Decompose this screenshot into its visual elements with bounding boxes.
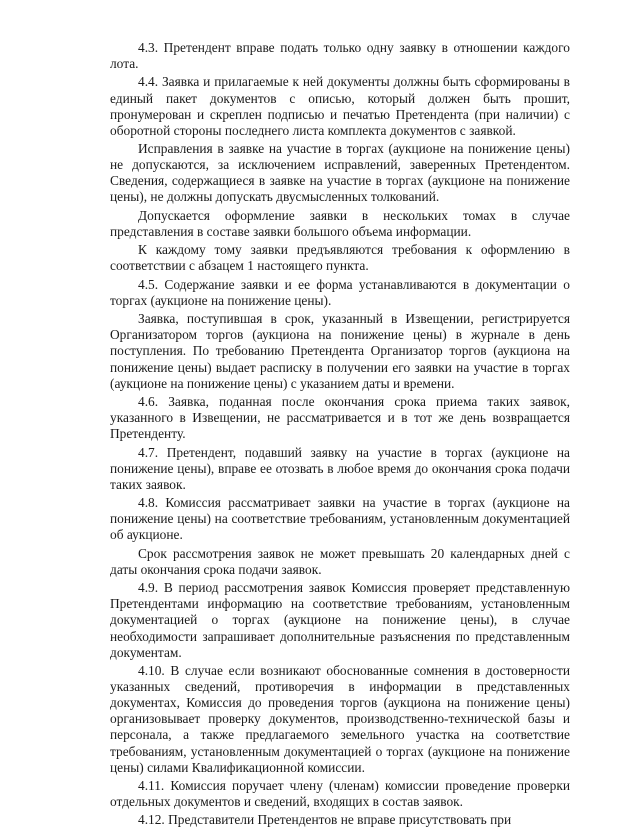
paragraph-4-3: 4.3. Претендент вправе подать только одну заявку в отношении каждого лота. xyxy=(110,40,570,72)
paragraph-4-8: 4.8. Комиссия рассматривает заявки на участие в торгах (аукционе на понижение цены) на соответствие требованиям, установленным документацией об аукционе. xyxy=(110,495,570,543)
paragraph-4-4: 4.4. Заявка и прилагаемые к ней документы должны быть сформированы в единый пакет документов с описью, который должен быть прошит, пронумерован и скреплен подписью и печатью Претендента (при наличии) с оборотной стороны последнего листа комплекта документов с заявкой. xyxy=(110,74,570,138)
paragraph-4-12: 4.12. Представители Претендентов не вправе присутствовать при xyxy=(138,812,512,828)
paragraph-review-period: Срок рассмотрения заявок не может превышать 20 календарных дней с даты окончания срока подачи заявок. xyxy=(110,545,570,577)
paragraph-4-10: 4.10. В случае если возникают обоснованные сомнения в достоверности указанных сведений, противоречия в информации в представленных документах, Комиссия до проведения торгов (аукциона на понижение цены) организовывает проверку документов, производственно-технической базы и персонала, а также предлагаемого земельного участка на соответствие требованиям, установленным документацией о торгах (аукционе на понижение цены) силами Квалификационной комиссии. xyxy=(110,663,570,775)
paragraph-4-5: 4.5. Содержание заявки и ее форма устанавливаются в документации о торгах (аукционе на понижение цены). xyxy=(110,276,570,308)
paragraph-4-6: 4.6. Заявка, поданная после окончания срока приема таких заявок, указанного в Извещении, не рассматривается и в тот же день возвращается Претенденту. xyxy=(110,394,570,442)
paragraph-4-11: 4.11. Комиссия поручает члену (членам) комиссии проведение проверки отдельных документов и сведений, входящих в состав заявок. xyxy=(110,777,570,810)
paragraph-corrections: Исправления в заявке на участие в торгах (аукционе на понижение цены) не допускаются, за исключением исправлений, заверенных Претендентом. Сведения, содержащиеся в заявке на участие в торгах (аукционе на понижение цены), не должны допускать двусмысленных толкований. xyxy=(110,141,570,205)
paragraph-volume-requirements: К каждому тому заявки предъявляются требования к оформлению в соответствии с абзацем 1 настоящего пункта. xyxy=(110,242,570,274)
paragraph-registration: Заявка, поступившая в срок, указанный в Извещении, регистрируется Организатором торгов (аукциона на понижение цены) в журнале в день поступления. По требованию Претендента Организатор торгов (аукциона на понижение цены) выдает расписку в получении его заявки на участие в торгах (аукционе на понижение цены) с указанием даты и времени. xyxy=(110,311,570,391)
paragraph-4-7: 4.7. Претендент, подавший заявку на участие в торгах (аукционе на понижение цены), вправе ее отозвать в любое время до окончания срока подачи таких заявок. xyxy=(110,444,570,492)
paragraph-volumes: Допускается оформление заявки в нескольких томах в случае представления в составе заявки большого объема информации. xyxy=(110,207,570,239)
document-page xyxy=(110,40,570,831)
paragraph-4-9: 4.9. В период рассмотрения заявок Комиссия проверяет представленную Претендентами информацию на соответствие требованиям, установленным документацией о торгах (аукционе на понижение цены), в случае необходимости запрашивает дополнительные разъяснения по представленным документам. xyxy=(110,580,570,660)
